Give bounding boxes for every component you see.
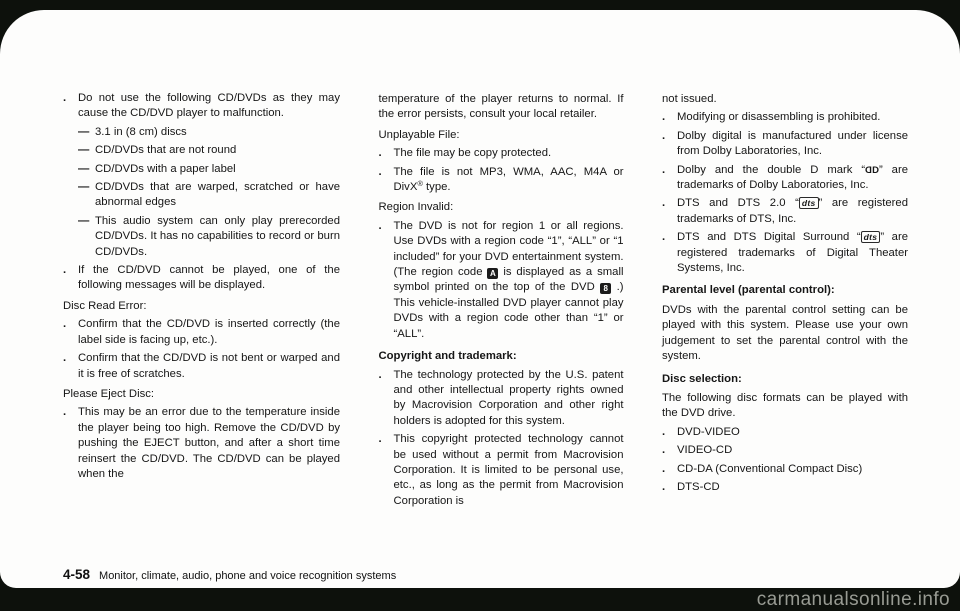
section-heading <box>63 387 340 402</box>
dash-item <box>78 180 340 211</box>
bullet-item <box>379 368 624 430</box>
text: This audio system can only play prerecorded CD/DVDs. It has no capabilities to record or burn CD/DVDs. <box>95 214 340 258</box>
text: CD/DVDs that are warped, scratched or have abnormal edges <box>95 181 340 209</box>
paragraph <box>662 303 908 365</box>
text: Confirm that the CD/DVD is not bent or warped and it is free of scratches. <box>78 352 340 380</box>
dash-marker: — <box>78 125 90 138</box>
bullet-item <box>662 443 908 458</box>
text: Unplayable File: <box>378 128 460 141</box>
bullet-item <box>379 432 624 509</box>
dts-icon: dts <box>799 197 819 209</box>
chapter-title: Monitor, climate, audio, phone and voice recognition systems <box>99 570 397 582</box>
text: Parental level (parental control): <box>662 284 835 297</box>
registered-trademark-symbol: ® <box>417 179 423 189</box>
text: CD/DVDs with a paper label <box>95 162 236 175</box>
dash-marker: — <box>78 214 90 227</box>
bullet-marker: . <box>662 425 666 438</box>
bullet-item <box>63 263 340 294</box>
text: CD-DA (Conventional Compact Disc) <box>677 462 863 475</box>
text: DVDs with the parental control setting can be played with this system. Please use your own judgement to set the parental control with the system. <box>662 303 908 363</box>
dash-item <box>78 143 340 158</box>
text-column-2 <box>379 88 624 509</box>
text: Dolby and the double D mark “DD” are trademarks of Dolby Laboratories, Inc. <box>677 163 908 192</box>
bullet-marker: . <box>63 318 67 331</box>
section-heading <box>379 200 624 215</box>
dash-marker: — <box>78 144 90 157</box>
bullet-item <box>662 462 908 477</box>
text: Modifying or disassembling is prohibited. <box>677 111 881 124</box>
text: Region Invalid: <box>378 201 454 214</box>
text: 3.1 in (8 cm) discs <box>95 125 187 138</box>
paragraph <box>662 391 908 422</box>
bullet-item <box>63 405 340 482</box>
page-footer <box>63 567 396 582</box>
text: CD/DVDs that are not round <box>95 144 237 157</box>
text: The following disc formats can be played with the DVD drive. <box>662 391 908 420</box>
dash-item <box>78 125 340 140</box>
watermark-text: carmanualsonline.info <box>756 589 950 610</box>
bullet-marker: . <box>662 480 666 493</box>
text: Please Eject Disc: <box>63 387 155 400</box>
section-heading-bold <box>379 349 624 364</box>
section-heading <box>63 299 340 314</box>
bullet-item <box>662 425 908 440</box>
section-heading-bold <box>662 372 908 387</box>
bullet-marker: . <box>63 264 67 277</box>
text: DVD-VIDEO <box>677 425 740 438</box>
dash-marker: — <box>78 181 90 194</box>
bullet-item <box>662 110 908 125</box>
content-columns <box>63 88 908 509</box>
text: temperature of the player returns to normal. If the error persists, consult your local retailer. <box>378 93 624 121</box>
bullet-item <box>662 129 908 160</box>
bullet-marker: . <box>662 444 666 457</box>
bullet-item <box>662 480 908 495</box>
bullet-marker: . <box>662 163 666 176</box>
dash-item <box>78 162 340 177</box>
bullet-marker: . <box>378 368 382 381</box>
manual-page <box>0 10 960 588</box>
bullet-item <box>63 91 340 122</box>
text: DTS and DTS Digital Surround “ dts ” are registered trademarks of Digital Theater Systems, Inc. <box>677 231 908 275</box>
callout-badge-8: 8 <box>600 283 611 294</box>
text: DTS-CD <box>677 480 720 493</box>
text: DTS and DTS 2.0 “ dts ” are registered trademarks of DTS, Inc. <box>677 197 908 225</box>
page-number: 4-58 <box>63 567 91 582</box>
text-column-1 <box>63 88 340 509</box>
bullet-item <box>662 196 908 227</box>
section-heading-bold <box>662 283 908 298</box>
bullet-marker: . <box>378 219 382 232</box>
bullet-marker: . <box>378 147 382 160</box>
dash-item <box>78 214 340 260</box>
bullet-marker: . <box>378 165 382 178</box>
callout-badge-a: A <box>487 268 498 279</box>
bullet-marker: . <box>662 462 666 475</box>
bullet-item <box>63 351 340 382</box>
paragraph <box>662 92 908 107</box>
text: If the CD/DVD cannot be played, one of the following messages will be displayed. <box>78 264 340 292</box>
text: Dolby digital is manufactured under license from Dolby Laboratories, Inc. <box>677 129 908 158</box>
bullet-marker: . <box>662 111 666 124</box>
text: Do not use the following CD/DVDs as they may cause the CD/DVD player to malfunction. <box>78 92 340 120</box>
text: The DVD is not for region 1 or all regions. Use DVDs with a region code “1”, “ALL” or “1 included” for your DVD entertainment system. (The region code A is displayed as a small symbol printed on the top of the DVD 8 .) This vehicle-installed DVD player cannot play DVDs with a region code other than “1” or “ALL”. <box>393 219 624 340</box>
dash-marker: — <box>78 162 90 175</box>
text: The file may be copy protected. <box>393 147 552 160</box>
bullet-item <box>662 163 908 194</box>
text: VIDEO-CD <box>677 444 733 457</box>
bullet-marker: . <box>662 129 666 142</box>
paragraph <box>379 92 624 123</box>
text: Confirm that the CD/DVD is inserted correctly (the label side is facing up, etc.). <box>78 318 340 346</box>
text: This may be an error due to the temperature inside the player being too high. Remove the CD/DVD by pushing the EJECT button, and after a short time reinsert the CD/DVD. The CD/DVD can be played when the <box>78 406 340 480</box>
text-column-3 <box>662 88 908 509</box>
bullet-marker: . <box>63 92 67 104</box>
dts-digital-surround-icon: dts <box>861 231 881 243</box>
bullet-marker: . <box>662 197 666 210</box>
bullet-marker: . <box>662 231 666 244</box>
bullet-item <box>662 230 908 276</box>
dolby-double-d-icon: DD <box>865 164 879 176</box>
text: The technology protected by the U.S. patent and other intellectual property rights owned by Macrovision Corporation and other right holders is adopted for this system. <box>393 368 624 427</box>
text: This copyright protected technology cannot be used without a permit from Macrovision Corporation. It is limited to be personal use, etc., as long as the permit from Macrovision Corporation is <box>393 433 624 507</box>
bullet-marker: . <box>63 352 67 365</box>
section-heading <box>379 128 624 143</box>
text: The file is not MP3, WMA, AAC, M4A or DivX® type. <box>393 165 624 194</box>
bullet-item <box>379 219 624 342</box>
text: Copyright and trademark: <box>378 350 517 363</box>
bullet-item <box>379 165 624 196</box>
text: not issued. <box>662 93 717 105</box>
bullet-marker: . <box>378 433 382 446</box>
bullet-item <box>379 146 624 161</box>
bullet-item <box>63 317 340 348</box>
text: Disc selection: <box>662 372 742 385</box>
bullet-marker: . <box>63 406 67 419</box>
text: Disc Read Error: <box>63 299 147 312</box>
